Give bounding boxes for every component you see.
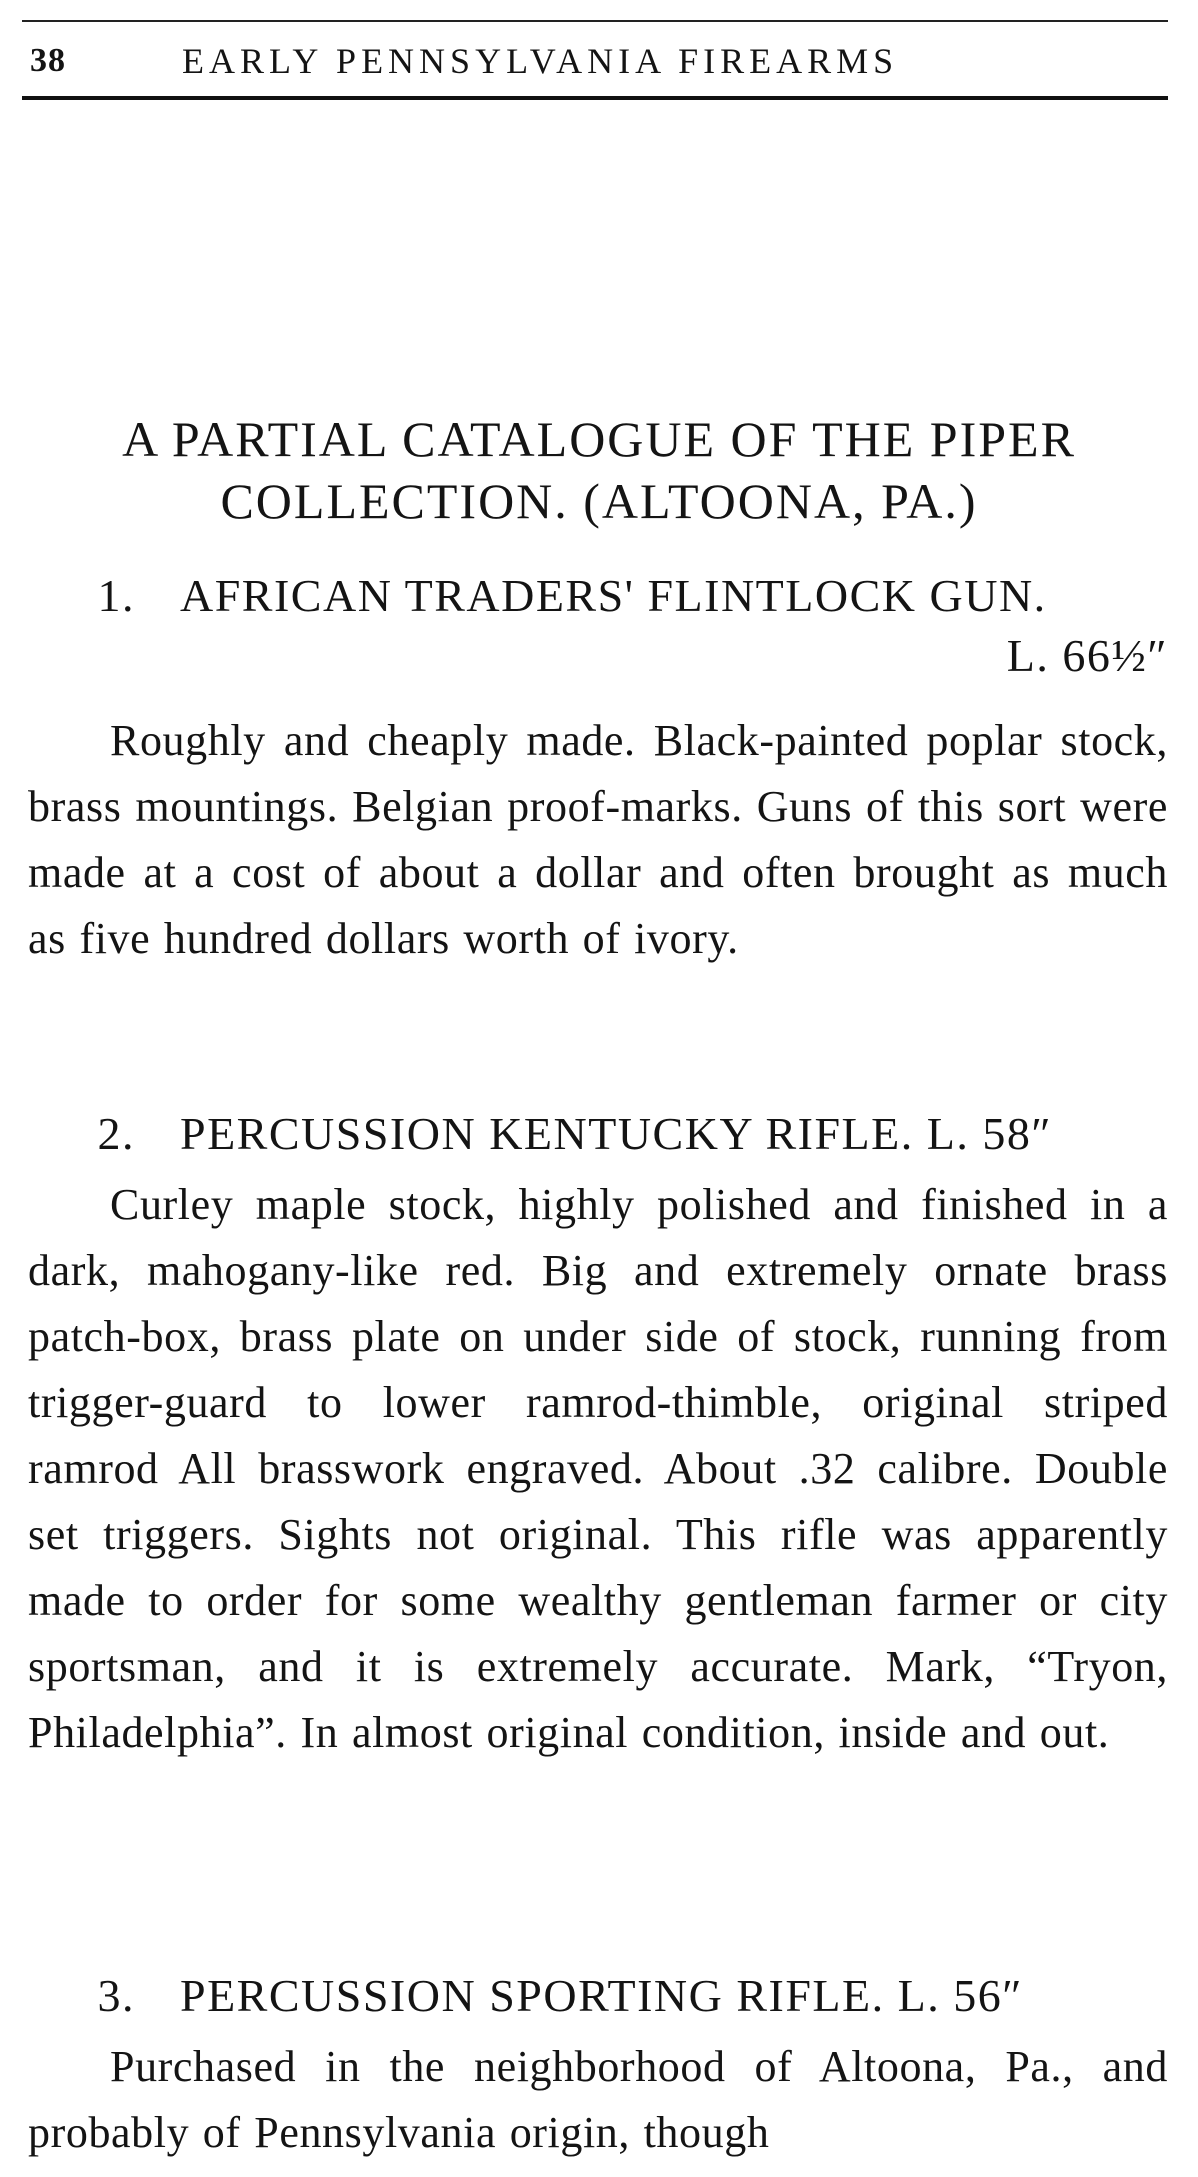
entry-2-number: 2. xyxy=(97,1108,135,1159)
entry-1-heading xyxy=(40,566,1168,686)
running-title: EARLY PENNSYLVANIA FIREARMS xyxy=(182,41,899,81)
entry-1-title: AFRICAN TRADERS' FLINTLOCK GUN. xyxy=(180,570,1047,621)
entry-2-description: Curley maple stock, highly polished and finished in a dark, mahogany-like red. Big and extremely ornate brass patch-box, brass plate on under side of stock, running from trigger-guard to lower ramrod-thimble, original striped ramrod All brasswork engraved. About .32 calibre. Double set triggers. Sights not original. This rifle was apparently made to order for some wealthy gentleman farmer or city sportsman, and it is extremely accurate. Mark, “Tryon, Philadelphia”. In almost original condition, inside and out. xyxy=(28,1180,1168,1757)
entry-3-description: Purchased in the neighborhood of Altoona, Pa., and probably of Pennsylvania origin, though xyxy=(28,2042,1168,2157)
entry-1-description: Roughly and cheaply made. Black-painted poplar stock, brass mountings. Belgian proof-marks. Guns of this sort were made at a cost of about a dollar and often brought as much as five hundred dollars worth of ivory. xyxy=(28,716,1168,963)
entry-2-heading xyxy=(40,1104,1168,1164)
running-head xyxy=(22,20,1168,100)
entry-3-number: 3. xyxy=(97,1970,135,2021)
catalogue-title-line-2: COLLECTION. (ALTOONA, PA.) xyxy=(220,473,978,529)
page-number: 38 xyxy=(30,42,66,79)
entry-3-heading xyxy=(40,1966,1168,2026)
entry-2-title: PERCUSSION KENTUCKY RIFLE. L. 58″ xyxy=(180,1108,1052,1159)
catalogue-title xyxy=(40,408,1158,532)
entry-1-length: L. 66½″ xyxy=(1006,630,1168,681)
catalogue-title-line-1: A PARTIAL CATALOGUE OF THE PIPER xyxy=(122,411,1076,467)
entry-3-title: PERCUSSION SPORTING RIFLE. L. 56″ xyxy=(180,1970,1023,2021)
entry-1-number: 1. xyxy=(97,570,135,621)
